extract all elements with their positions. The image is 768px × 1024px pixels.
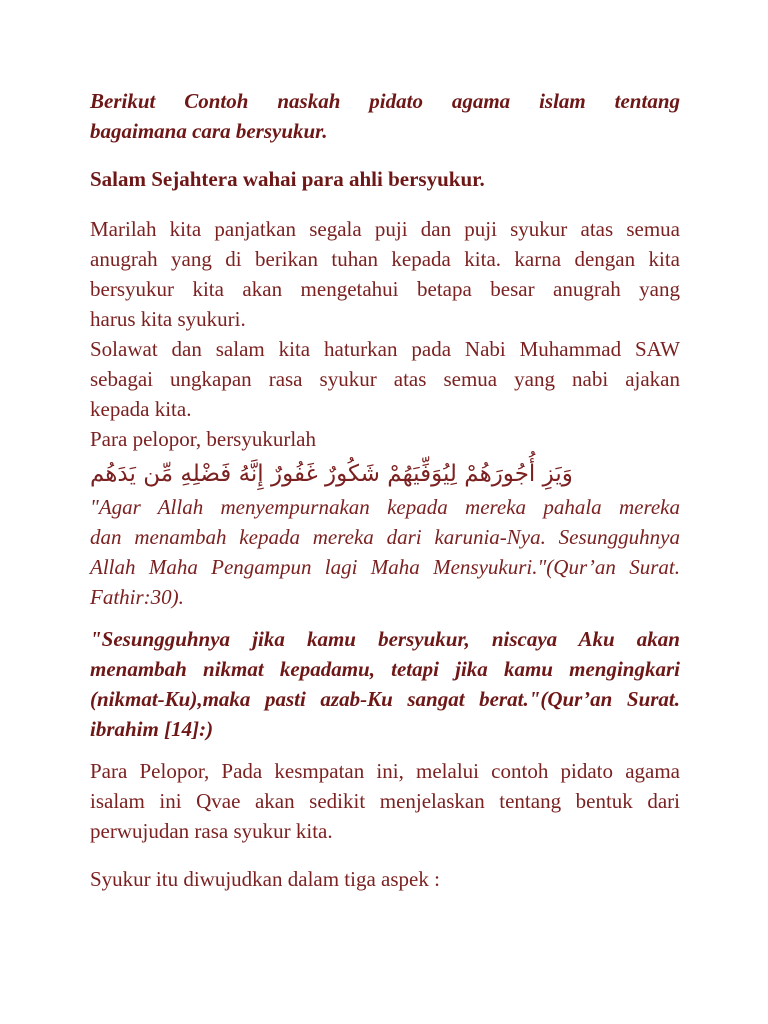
text-line: Solawat dan salam kita haturkan pada Nabi Muhammad SAW <box>90 337 680 361</box>
text-line: Allah Maha Pengampun lagi Maha Mensyukuri."(Qur’an Surat. <box>90 555 680 579</box>
text-line: Para pelopor, bersyukurlah <box>90 427 317 451</box>
salutation-line <box>90 164 680 194</box>
text-line: dan menambah kepada mereka dari karunia-Nya. Sesungguhnya <box>90 525 680 549</box>
paragraph-three-aspects <box>90 864 680 894</box>
text-line: Para Pelopor, Pada kesmpatan ini, melalui contoh pidato agama <box>90 759 680 783</box>
paragraph-gratitude-intro <box>90 214 680 334</box>
quote-surat-fathir <box>90 492 680 612</box>
text-line: sebagai ungkapan rasa syukur atas semua yang nabi ajakan <box>90 367 680 391</box>
text-line: "Agar Allah menyempurnakan kepada mereka pahala mereka <box>90 495 680 519</box>
paragraph-closing <box>90 756 680 846</box>
text-line: Salam Sejahtera wahai para ahli bersyukur. <box>90 167 485 191</box>
text-line: harus kita syukuri. <box>90 307 246 331</box>
text-line: bersyukur kita akan mengetahui betapa besar anugrah yang <box>90 277 680 301</box>
text-line: anugrah yang di berikan tuhan kepada kita. karna dengan kita <box>90 247 680 271</box>
text-line: (nikmat-Ku),maka pasti azab-Ku sangat berat."(Qur’an Surat. <box>90 687 680 711</box>
text-line: Marilah kita panjatkan segala puji dan puji syukur atas semua <box>90 217 680 241</box>
quote-surat-ibrahim <box>90 624 680 744</box>
text-line: bagaimana cara bersyukur. <box>90 119 328 143</box>
text-line: Fathir:30). <box>90 585 184 609</box>
text-line: isalam ini Qvae akan sedikit menjelaskan tentang bentuk dari <box>90 789 680 813</box>
text-line: Syukur itu diwujudkan dalam tiga aspek : <box>90 867 440 891</box>
text-line: menambah nikmat kepadamu, tetapi jika kamu mengingkari <box>90 657 680 681</box>
document-title <box>90 86 680 146</box>
paragraph-solawat <box>90 334 680 424</box>
text-line: Berikut Contoh naskah pidato agama islam tentang <box>90 89 680 113</box>
text-line: ibrahim [14]:) <box>90 717 214 741</box>
text-line: "Sesungguhnya jika kamu bersyukur, niscaya Aku akan <box>90 627 680 651</box>
text-line: perwujudan rasa syukur kita. <box>90 819 333 843</box>
text-line: يَدَهُم‎ مِّن‎ فَضْلِهِ‎ إِنَّهُ‎ غَفُورٌ‎ شَكُورٌ‎ لِيُوَفِّيَهُمْ‎ أُجُورَهُمْ‎ وَيَزِ <box>90 461 573 487</box>
arabic-verse-line <box>90 456 680 492</box>
paragraph-para-pelopor <box>90 424 680 454</box>
text-line: kepada kita. <box>90 397 192 421</box>
